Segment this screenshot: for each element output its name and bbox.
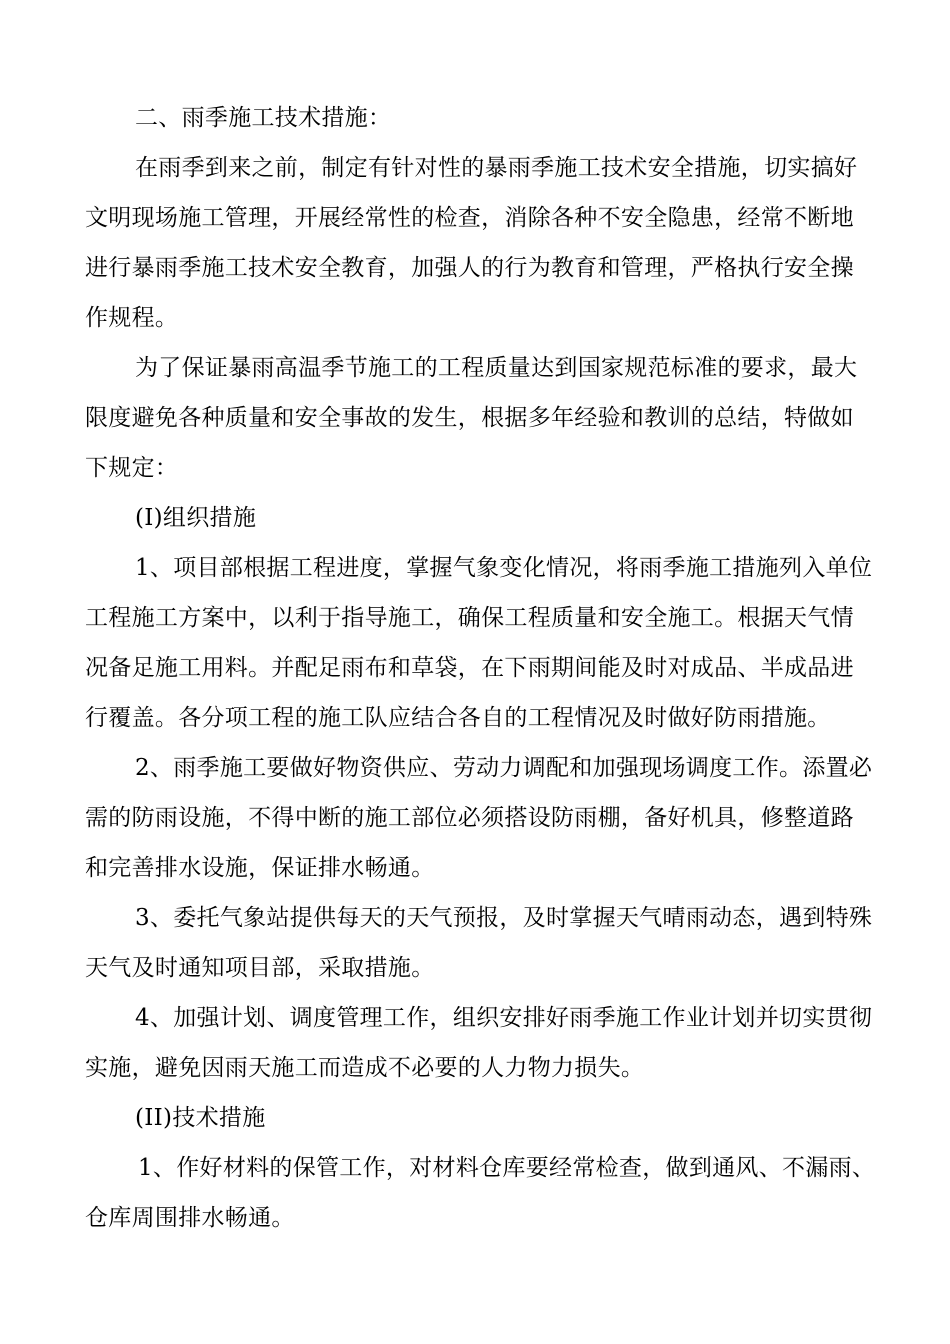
paragraph-line: 行覆盖。各分项工程的施工队应结合各自的工程情况及时做好防雨措施。 <box>85 705 831 731</box>
paragraph-line: 作规程。 <box>85 305 179 331</box>
paragraph-line: 实施，避免因雨天施工而造成不必要的人力物力损失。 <box>85 1055 645 1081</box>
paragraph-line: 需的防雨设施，不得中断的施工部位必须搭设防雨棚，备好机具，修整道路 <box>85 805 854 831</box>
paragraph-line: 在雨季到来之前，制定有针对性的暴雨季施工技术安全措施，切实搞好 <box>135 155 858 181</box>
paragraph-line: 文明现场施工管理，开展经常性的检查，消除各种不安全隐患，经常不断地 <box>85 205 854 231</box>
paragraph-line: 进行暴雨季施工技术安全教育，加强人的行为教育和管理，严格执行安全操 <box>85 255 854 281</box>
paragraph-line: 和完善排水设施，保证排水畅通。 <box>85 855 435 881</box>
paragraph-line: 况备足施工用料。并配足雨布和草袋，在下雨期间能及时对成品、半成品进 <box>85 655 854 681</box>
paragraph-line: 工程施工方案中，以利于指导施工，确保工程质量和安全施工。根据天气情 <box>85 605 854 631</box>
subsection-heading: (I)组织措施 <box>135 505 257 531</box>
paragraph-line: 仓库周围排水畅通。 <box>85 1205 295 1231</box>
paragraph-line: 限度避免各种质量和安全事故的发生，根据多年经验和教训的总结，特做如 <box>85 405 854 431</box>
paragraph-line: 2、雨季施工要做好物资供应、劳动力调配和加强现场调度工作。添置必 <box>135 755 873 781</box>
subsection-heading: (II)技术措施 <box>135 1105 266 1131</box>
paragraph-line: 1、项目部根据工程进度，掌握气象变化情况，将雨季施工措施列入单位 <box>135 555 873 581</box>
section-heading: 二、雨季施工技术措施： <box>135 105 392 131</box>
paragraph-line: 为了保证暴雨高温季节施工的工程质量达到国家规范标准的要求，最大 <box>135 355 858 381</box>
paragraph-line: 3、委托气象站提供每天的天气预报，及时掌握天气晴雨动态，遇到特殊 <box>135 905 873 931</box>
paragraph-line: 天气及时通知项目部，采取措施。 <box>85 955 435 981</box>
paragraph-line: 4、加强计划、调度管理工作，组织安排好雨季施工作业计划并切实贯彻 <box>135 1005 873 1031</box>
paragraph-line: 1、作好材料的保管工作，对材料仓库要经常检查，做到通风、不漏雨、 <box>138 1155 876 1181</box>
paragraph-line: 下规定： <box>85 455 179 481</box>
